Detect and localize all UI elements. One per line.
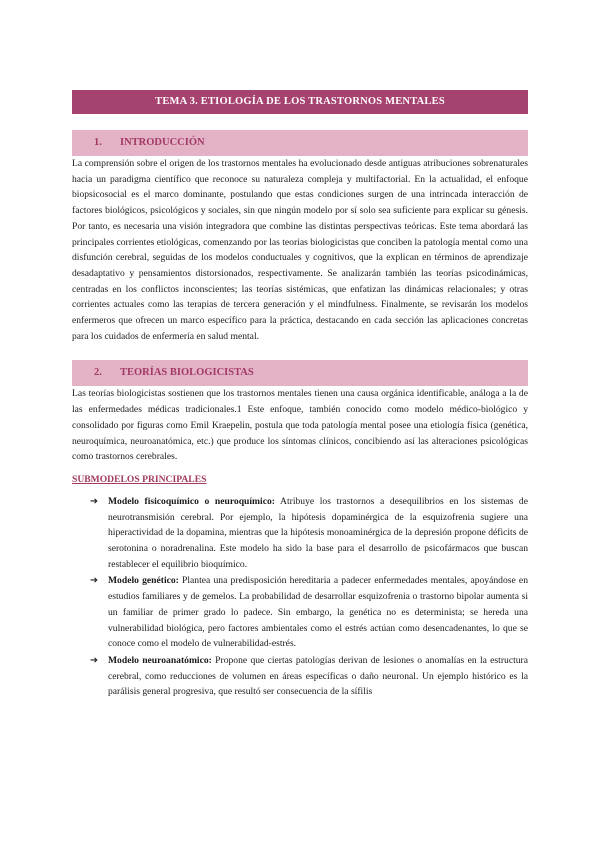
- arrow-icon: ➔: [90, 654, 99, 666]
- list-item-term: Modelo fisicoquímico o neuroquímico:: [108, 495, 275, 507]
- list-item: [72, 653, 528, 700]
- section-number: 1.: [94, 137, 102, 148]
- section-heading-label: INTRODUCCIÓN: [120, 137, 205, 148]
- submodels-list: [72, 494, 528, 700]
- list-item: [72, 573, 528, 652]
- document-title: TEMA 3. ETIOLOGÍA DE LOS TRASTORNOS MENTALES: [72, 90, 528, 114]
- arrow-icon: ➔: [90, 575, 99, 587]
- teorias-biologicistas-paragraph: Las teorías biologicistas sostienen que los trastornos mentales tienen una causa orgánica identificable, análoga a la de las enfermedades médicas tradicionales.1 Este enfoque, también conocido como modelo médico-biológico y consolidado por figuras como Emil Kraepelin, postula que toda patología mental posee una etiología física (genética, neuroquímica, neuroanatómica, etc.) que produce los síntomas clínicos, concibiendo así las alteraciones psicológicas como trastornos cerebrales.: [72, 388, 528, 463]
- section-heading-introduccion: [72, 130, 528, 156]
- list-item: [72, 494, 528, 573]
- list-item-text: Propone que ciertas patologías derivan de lesiones o anomalías en la estructura cerebral, como reducciones de volumen en áreas específicas o daño neuronal. Un ejemplo histórico es la parálisis general progresiva, que resultó ser consecuencia de la sífilis: [108, 654, 528, 698]
- list-item-text: Plantea una predisposición hereditaria a padecer enfermedades mentales, apoyándose en estudios familiares y de gemelos. La probabilidad de desarrollar esquizofrenia o trastorno bipolar aumenta si un familiar de primer grado lo padece. Sin embargo, la genética no es determinista; se hereda una vulnerabilidad biológica, pero factores ambientales como el estrés actúan como desencadenantes, lo que se conoce como el modelo de vulnerabilidad-estrés.: [108, 575, 528, 650]
- document-page: [72, 90, 528, 701]
- list-item-term: Modelo genético:: [108, 575, 179, 587]
- arrow-icon: ➔: [90, 495, 99, 507]
- submodels-heading: SUBMODELOS PRINCIPALES: [72, 473, 207, 485]
- introduccion-paragraph: La comprensión sobre el origen de los trastornos mentales ha evolucionado desde antiguas atribuciones sobrenaturales hacia un paradigma científico que reconoce su naturaleza compleja y multifactorial. En la actualidad, el enfoque biopsicosocial es el marco dominante, postulando que estas condiciones surgen de una intrincada interacción de factores biológicos, psicológicos y sociales, sin que ningún modelo por sí solo sea suficiente para explicar su génesis. Por tanto, es necesaria una visión integradora que combine las distintas perspectivas teóricas. Este tema abordará las principales corrientes etiológicas, comenzando por las teorías biologicistas que conciben la patología mental como una disfunción cerebral, seguidas de los modelos conductuales y cognitivos, que la explican en términos de aprendizaje desadaptativo y pensamientos distorsionados, respectivamente. Se analizarán también las teorías psicodinámicas, centradas en los conflictos inconscientes; las teorías sistémicas, que enfatizan las dinámicas relacionales; y otras corrientes actuales como las terapias de tercera generación y el mindfulness. Finalmente, se revisarán los modelos enfermeros que ofrecen un marco específico para la práctica, destacando en cada sección las aplicaciones concretas para los cuidados de enfermería en salud mental.: [72, 158, 528, 342]
- section-heading-label: TEORÍAS BIOLOGICISTAS: [120, 367, 254, 379]
- section-heading-teorias-biologicistas: [72, 360, 528, 386]
- list-item-term: Modelo neuroanatómico:: [108, 654, 212, 666]
- list-item-text: Atribuye los trastornos a desequilibrios en los sistemas de neurotransmisión cerebral. Por ejemplo, la hipótesis dopaminérgica de la esquizofrenia sugiere una hiperactividad de la dopamina, mientras que la hipótesis monoaminérgica de la depresión propone déficits de serotonina o noradrenalina. Este modelo ha sido la base para el desarrollo de psicofármacos que buscan restablecer el equilibrio bioquímico.: [108, 495, 528, 570]
- section-number: 2.: [94, 367, 102, 379]
